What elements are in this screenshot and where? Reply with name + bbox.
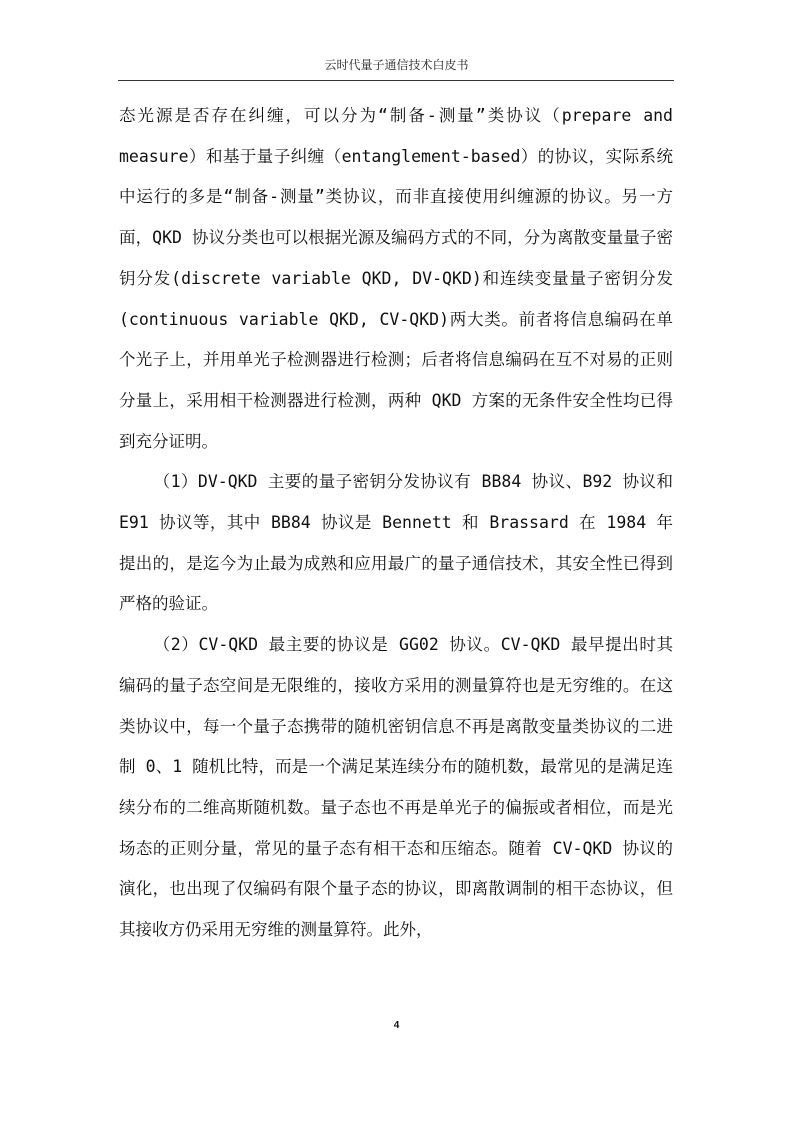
paragraph-dv-qkd: （1）DV-QKD 主要的量子密钥分发协议有 BB84 协议、B92 协议和 E91 协议等，其中 BB84 协议是 Bennett 和 Brassard 在 1984 年提出的，是迄今为止最为成熟和应用最广的量子通信技术，其安全性已得到严格的验证。	[119, 472, 673, 614]
running-header: 云时代量子通信技术白皮书	[324, 58, 469, 72]
paragraph-cv-qkd: （2）CV-QKD 最主要的协议是 GG02 协议。CV-QKD 最早提出时其编码的量子态空间是无限维的，接收方采用的测量算符也是无穷维的。在这类协议中，每一个量子态携带的随机密钥信息不再是离散变量类协议的二进制 0、1 随机比特，而是一个满足某连续分布的随机数，最常见的是满足连续分布的二维高斯随机数。量子态也不再是单光子的偏振或者相位，而是光场态的正则分量，常见的量子态有相干态和压缩态。随着 CV-QKD 协议的演化，也出现了仅编码有限个量子态的协议，即离散调制的相干态协议，但其接收方仍采用无穷维的测量算符。此外，	[119, 635, 673, 940]
paragraph-continuation: 态光源是否存在纠缠，可以分为“制备-测量”类协议（prepare and measure）和基于量子纠缠（entanglement-based）的协议，实际系统中运行的多是“制备-测量”类协议，而非直接使用纠缠源的协议。另一方面，QKD 协议分类也可以根据光源及编码方式的不同，分为离散变量量子密钥分发(discrete variable QKD, DV-QKD)和连续变量量子密钥分发(continuous variable QKD, CV-QKD)两大类。前者将信息编码在单个光子上，并用单光子检测器进行检测；后者将信息编码在互不对易的正则分量上，采用相干检测器进行检测，两种 QKD 方案的无条件安全性均已得到充分证明。	[119, 106, 673, 451]
page-number: 4	[393, 1020, 400, 1031]
body-text	[119, 96, 673, 951]
header-rule	[118, 80, 674, 81]
